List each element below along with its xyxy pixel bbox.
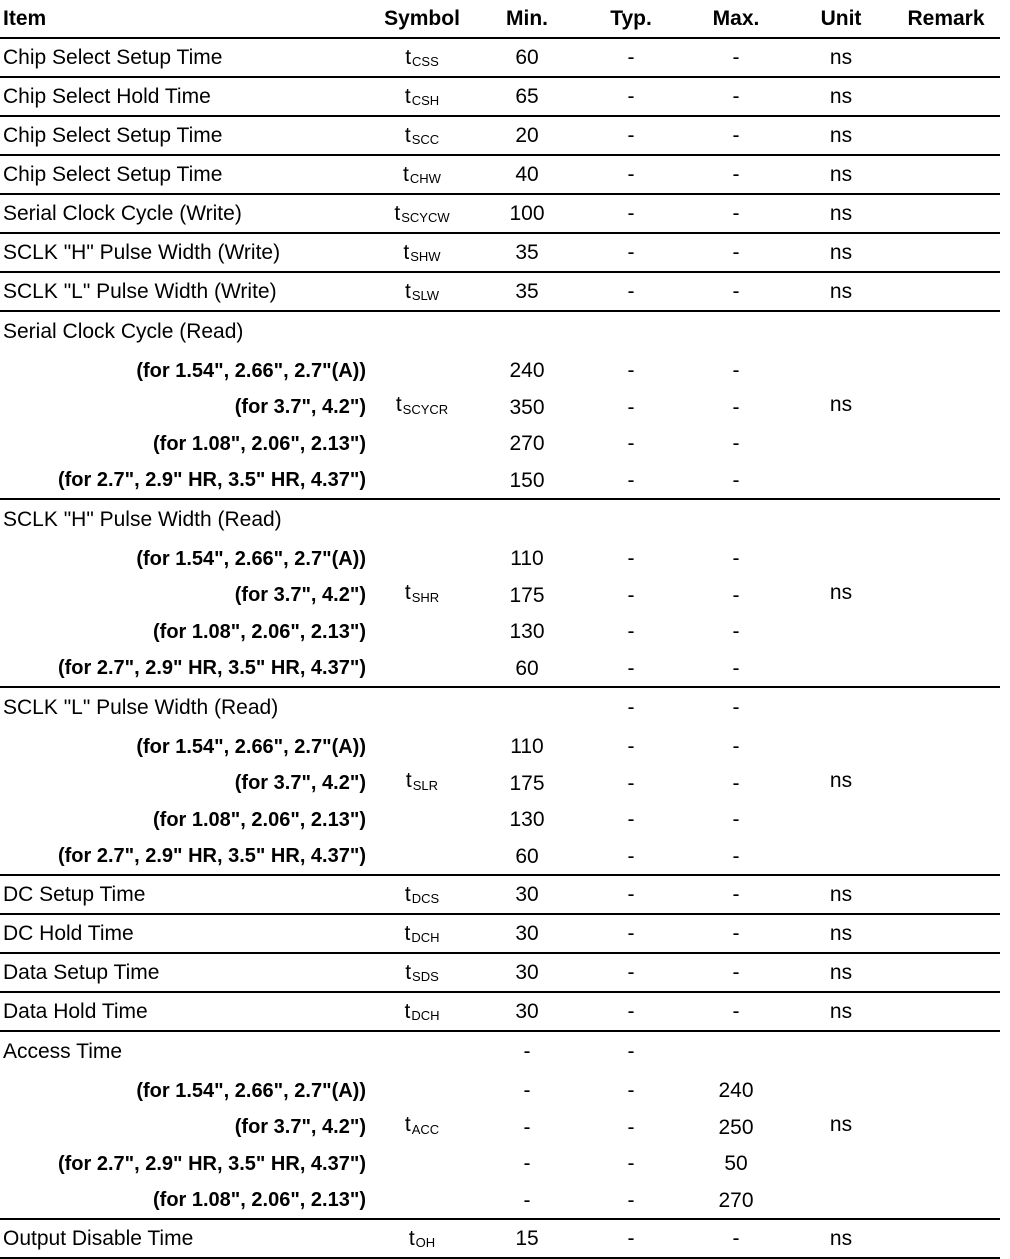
symbol-main: t	[404, 84, 411, 108]
typ-value: -	[627, 547, 635, 571]
group-merged-cells	[0, 687, 1000, 875]
typ-value: -	[627, 1152, 635, 1176]
table-row	[0, 155, 1000, 194]
max-value: -	[732, 882, 740, 906]
max-value: -	[732, 201, 740, 225]
item-label: Serial Clock Cycle (Write)	[3, 201, 242, 225]
group-merged-cells	[0, 311, 1000, 499]
table-row	[0, 914, 1000, 953]
group-merged-cells	[0, 1031, 1000, 1219]
item-label: SCLK "H" Pulse Width (Write)	[3, 240, 281, 264]
min-value: 60	[515, 45, 539, 69]
symbol-subscript: SDS	[412, 969, 439, 984]
unit-value: ns	[829, 882, 853, 906]
min-value: 150	[509, 468, 545, 492]
item-label: Chip Select Hold Time	[3, 84, 211, 108]
unit-value: ns	[829, 123, 853, 147]
max-value: 270	[718, 1188, 754, 1212]
sub-condition-label: (for 1.54", 2.66", 2.7"(A))	[136, 547, 366, 570]
max-value: -	[732, 960, 740, 984]
unit-value: ns	[829, 45, 853, 69]
unit-value: ns	[829, 240, 853, 264]
min-value: 20	[515, 123, 539, 147]
symbol-main: t	[404, 123, 411, 147]
typ-value: -	[627, 696, 635, 719]
typ-value: -	[627, 1040, 635, 1063]
min-value: 15	[515, 1226, 539, 1250]
unit-value: ns	[829, 201, 853, 225]
max-value: 250	[718, 1115, 754, 1139]
min-value: -	[523, 1115, 531, 1139]
header-max: Max.	[712, 7, 760, 30]
symbol-subscript: DCS	[411, 891, 440, 906]
symbol-main: t	[403, 240, 410, 264]
typ-value: -	[627, 84, 635, 108]
typ-value: -	[627, 1188, 635, 1212]
min-value: -	[523, 1040, 531, 1063]
unit-value: ns	[829, 1113, 853, 1136]
sub-condition-label: (for 1.08", 2.06", 2.13")	[153, 808, 366, 831]
min-value: 60	[515, 656, 539, 680]
max-value: -	[732, 999, 740, 1023]
max-value: -	[732, 395, 740, 419]
symbol-cell	[372, 953, 472, 992]
item-label: Data Setup Time	[3, 960, 160, 984]
symbol-main: t	[404, 279, 411, 303]
max-value: -	[732, 583, 740, 607]
unit-value: ns	[829, 162, 853, 186]
typ-value: -	[627, 432, 635, 456]
item-label: Chip Select Setup Time	[3, 162, 223, 186]
min-value: 110	[510, 735, 544, 759]
symbol-subscript: ACC	[411, 1121, 440, 1137]
table-row	[0, 77, 1000, 116]
max-value: 240	[718, 1079, 754, 1103]
header-symbol: Symbol	[384, 7, 460, 30]
symbol-cell	[372, 77, 472, 116]
table-row	[0, 233, 1000, 272]
typ-value: -	[627, 999, 635, 1023]
typ-value: -	[627, 771, 635, 795]
max-value: -	[732, 696, 740, 719]
min-value: 175	[509, 583, 545, 607]
min-value: 40	[515, 162, 539, 186]
symbol-subscript: DCH	[411, 1008, 440, 1023]
table-row	[0, 875, 1000, 914]
symbol-subscript: SHR	[411, 589, 440, 605]
symbol-cell	[372, 155, 472, 194]
max-value: -	[732, 279, 740, 303]
symbol-subscript: CSS	[412, 54, 439, 69]
typ-value: -	[627, 921, 635, 945]
max-value: -	[732, 162, 740, 186]
max-value: -	[732, 432, 740, 456]
min-value: 60	[515, 844, 539, 868]
symbol-main: t	[405, 769, 412, 792]
typ-value: -	[627, 1115, 635, 1139]
typ-value: -	[627, 123, 635, 147]
typ-value: -	[627, 395, 635, 419]
item-label: Chip Select Setup Time	[3, 45, 223, 69]
sub-condition-label: (for 3.7", 4.2")	[234, 1116, 366, 1139]
table-row	[0, 38, 1000, 77]
unit-value: ns	[829, 84, 853, 108]
item-label: Data Hold Time	[3, 999, 148, 1023]
unit-value: ns	[829, 1226, 853, 1250]
max-value: -	[732, 547, 740, 571]
item-label: SCLK "L" Pulse Width (Write)	[3, 279, 277, 303]
header-remark: Remark	[907, 7, 985, 30]
typ-value: -	[627, 1226, 635, 1250]
typ-value: -	[627, 162, 635, 186]
unit-value: ns	[829, 999, 853, 1023]
table-row	[0, 272, 1000, 311]
symbol-subscript: CSH	[411, 93, 440, 108]
symbol-main: t	[405, 960, 412, 984]
symbol-subscript: SCYCW	[401, 210, 450, 225]
symbol-main: t	[395, 393, 402, 416]
table-row	[0, 953, 1000, 992]
min-value: 30	[515, 921, 539, 945]
symbol-cell	[372, 875, 472, 914]
sub-condition-label: (for 1.08", 2.06", 2.13")	[153, 432, 366, 455]
typ-value: -	[627, 808, 635, 832]
symbol-subscript: SHW	[410, 249, 441, 264]
max-value: -	[732, 1226, 740, 1250]
unit-value: ns	[829, 960, 853, 984]
typ-value: -	[627, 359, 635, 383]
max-value: -	[732, 84, 740, 108]
symbol-main: t	[403, 162, 409, 186]
typ-value: -	[627, 620, 635, 644]
table-header	[0, 0, 1000, 38]
sub-condition-label: (for 1.54", 2.66", 2.7"(A))	[136, 359, 366, 382]
min-value: 130	[509, 620, 545, 644]
typ-value: -	[627, 583, 635, 607]
table-row	[0, 116, 1000, 155]
min-value: 30	[515, 882, 539, 906]
symbol-cell	[372, 38, 472, 77]
item-label: DC Hold Time	[3, 921, 134, 945]
max-value: -	[732, 359, 740, 383]
symbol-main: t	[394, 201, 401, 225]
min-value: 350	[509, 395, 545, 419]
min-value: 175	[509, 771, 545, 795]
unit-value: ns	[829, 393, 853, 416]
typ-value: -	[627, 468, 635, 492]
symbol-cell	[372, 233, 472, 272]
min-value: -	[523, 1188, 531, 1212]
sub-condition-label: (for 2.7", 2.9" HR, 3.5" HR, 4.37")	[57, 469, 366, 492]
symbol-main: t	[404, 1113, 411, 1136]
unit-value: ns	[829, 279, 853, 303]
typ-value: -	[627, 279, 635, 303]
typ-value: -	[627, 656, 635, 680]
max-value: -	[732, 844, 740, 868]
sub-condition-label: (for 2.7", 2.9" HR, 3.5" HR, 4.37")	[57, 657, 366, 680]
group-merged-cells	[0, 499, 1000, 687]
sub-condition-label: (for 3.7", 4.2")	[234, 584, 366, 607]
symbol-cell	[372, 499, 472, 687]
header-item: Item	[3, 7, 47, 30]
item-label: Serial Clock Cycle (Read)	[3, 320, 244, 343]
symbol-cell	[372, 687, 472, 875]
header-min: Min.	[506, 7, 548, 30]
table-row	[0, 1219, 1000, 1258]
typ-value: -	[627, 960, 635, 984]
symbol-main: t	[404, 581, 411, 604]
min-value: 270	[509, 432, 545, 456]
typ-value: -	[627, 201, 635, 225]
symbol-main: t	[404, 882, 411, 906]
symbol-subscript: SCC	[411, 132, 440, 147]
typ-value: -	[627, 45, 635, 69]
item-label: Chip Select Setup Time	[3, 123, 223, 147]
sub-condition-label: (for 1.54", 2.66", 2.7"(A))	[136, 735, 366, 758]
min-value: -	[523, 1152, 531, 1176]
sub-condition-label: (for 2.7", 2.9" HR, 3.5" HR, 4.37")	[57, 1152, 366, 1175]
min-value: -	[523, 1079, 531, 1103]
min-value: 65	[515, 84, 539, 108]
min-value: 100	[509, 201, 545, 225]
symbol-cell	[372, 116, 472, 155]
sub-condition-label: (for 1.54", 2.66", 2.7"(A))	[136, 1079, 366, 1102]
min-value: 35	[515, 279, 539, 303]
min-value: 130	[509, 808, 545, 832]
unit-value: ns	[829, 581, 853, 604]
sub-condition-label: (for 3.7", 4.2")	[234, 396, 366, 419]
symbol-subscript: SCYCR	[402, 401, 449, 417]
symbol-subscript: DCH	[411, 930, 440, 945]
header-unit: Unit	[820, 7, 862, 30]
symbol-main: t	[404, 921, 411, 945]
sub-condition-label: (for 1.08", 2.06", 2.13")	[153, 1189, 366, 1212]
max-value: -	[732, 735, 740, 759]
typ-value: -	[627, 1079, 635, 1103]
symbol-cell	[372, 1031, 472, 1219]
min-value: 30	[515, 999, 539, 1023]
sub-condition-label: (for 1.08", 2.06", 2.13")	[153, 620, 366, 643]
max-value: -	[732, 771, 740, 795]
max-value: -	[732, 808, 740, 832]
item-label: SCLK "H" Pulse Width (Read)	[3, 508, 282, 531]
symbol-cell	[372, 992, 472, 1031]
table-row	[0, 992, 1000, 1031]
min-value: 240	[509, 359, 545, 383]
max-value: -	[732, 921, 740, 945]
symbol-cell	[372, 194, 472, 233]
symbol-subscript: SLR	[412, 777, 439, 793]
symbol-cell	[372, 1219, 472, 1258]
table-row	[0, 194, 1000, 233]
typ-value: -	[627, 882, 635, 906]
min-value: 30	[515, 960, 539, 984]
max-value: -	[732, 620, 740, 644]
symbol-subscript: SLW	[411, 288, 440, 303]
typ-value: -	[627, 735, 635, 759]
header-typ: Typ.	[610, 7, 652, 30]
typ-value: -	[627, 844, 635, 868]
unit-value: ns	[829, 921, 853, 945]
symbol-cell	[372, 272, 472, 311]
unit-value: ns	[829, 769, 853, 792]
symbol-subscript: OH	[415, 1235, 436, 1250]
max-value: 50	[724, 1152, 748, 1176]
item-label: Output Disable Time	[3, 1226, 194, 1250]
max-value: -	[732, 468, 740, 492]
item-label: SCLK "L" Pulse Width (Read)	[3, 696, 279, 719]
symbol-main: t	[405, 45, 412, 69]
item-label: Access Time	[3, 1040, 123, 1063]
max-value: -	[732, 240, 740, 264]
sub-condition-label: (for 3.7", 4.2")	[234, 772, 366, 795]
symbol-cell	[372, 914, 472, 953]
min-value: 35	[515, 240, 539, 264]
symbol-main: t	[408, 1226, 415, 1250]
symbol-subscript: CHW	[409, 171, 441, 186]
max-value: -	[732, 656, 740, 680]
max-value: -	[732, 123, 740, 147]
sub-condition-label: (for 2.7", 2.9" HR, 3.5" HR, 4.37")	[57, 845, 366, 868]
min-value: 110	[510, 547, 544, 571]
typ-value: -	[627, 240, 635, 264]
symbol-main: t	[404, 999, 411, 1023]
max-value: -	[732, 45, 740, 69]
symbol-cell	[372, 311, 472, 499]
item-label: DC Setup Time	[3, 882, 146, 906]
